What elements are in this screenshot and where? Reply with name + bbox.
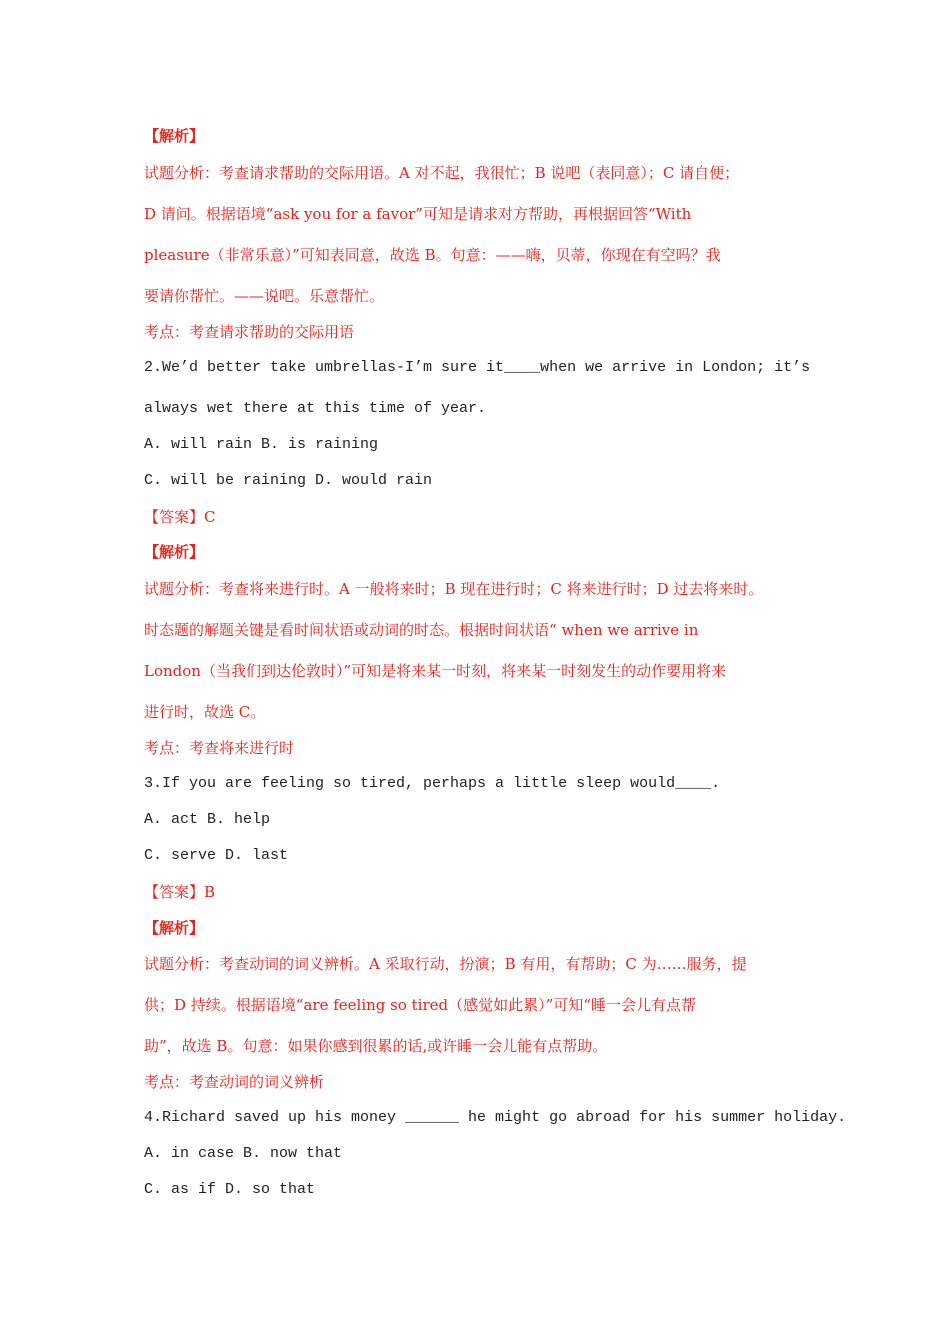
q2-stem-line: always wet there at this time of year. [144,400,487,417]
q2-options-line: C. will be raining D. would rain [144,472,433,489]
q2-point: 考点：考查将来进行时 [144,739,295,757]
q3-analysis-line: 试题分析：考查动词的词义辨析。A 采取行动，扮演；B 有用，有帮助；C 为……服务，提 [144,955,747,973]
q1-analysis-line: 要请你帮忙。——说吧。乐意帮忙。 [144,287,385,305]
q1-analysis-line: D 请问。根据语境“ask you for a favor”可知是请求对方帮助，再根据回答“With [144,205,692,223]
q3-point: 考点：考查动词的词义辨析 [144,1073,325,1091]
q2-analysis-line: 进行时，故选 C。 [144,703,266,721]
q1-analysis-line: pleasure（非常乐意）”可知表同意，故选 B。句意：——嗨，贝蒂，你现在有空吗？我 [144,246,721,264]
q3-options-line: C. serve D. last [144,847,289,864]
q1-analysis-heading: 【解析】 [144,127,205,145]
q2-stem-line: 2.We’d better take umbrellas-I’m sure it____when we arrive in London; it’s [144,359,811,376]
q3-options-line: A. act B. help [144,811,271,828]
q3-analysis-heading: 【解析】 [144,919,205,937]
q2-answer: 【答案】C [144,508,216,526]
q4-options-line: A. in case B. now that [144,1145,343,1162]
q2-analysis-line: 试题分析：考查将来进行时。A 一般将来时；B 现在进行时；C 将来进行时；D 过去将来时。 [144,580,764,598]
q3-stem-line: 3.If you are feeling so tired, perhaps a little sleep would____. [144,775,721,792]
q3-answer: 【答案】B [144,883,216,901]
q2-options-line: A. will rain B. is raining [144,436,379,453]
q2-analysis-heading: 【解析】 [144,543,205,561]
q4-options-line: C. as if D. so that [144,1181,316,1198]
q3-analysis-line: 助”，故选 B。句意：如果你感到很累的话,或许睡一会儿能有点帮助。 [144,1037,608,1055]
q1-point: 考点：考查请求帮助的交际用语 [144,323,355,341]
q4-stem-line: 4.Richard saved up his money ______ he might go abroad for his summer holiday. [144,1109,847,1126]
q3-analysis-line: 供；D 持续。根据语境“are feeling so tired（感觉如此累）”可知“睡一会儿有点帮 [144,996,696,1014]
q2-analysis-line: 时态题的解题关键是看时间状语或动词的时态。根据时间状语“ when we arrive in [144,621,699,639]
q2-analysis-line: London（当我们到达伦敦时）”可知是将来某一时刻，将来某一时刻发生的动作要用将来 [144,662,727,680]
q1-analysis-line: 试题分析：考查请求帮助的交际用语。A 对不起，我很忙；B 说吧（表同意）；C 请自便； [144,164,740,182]
